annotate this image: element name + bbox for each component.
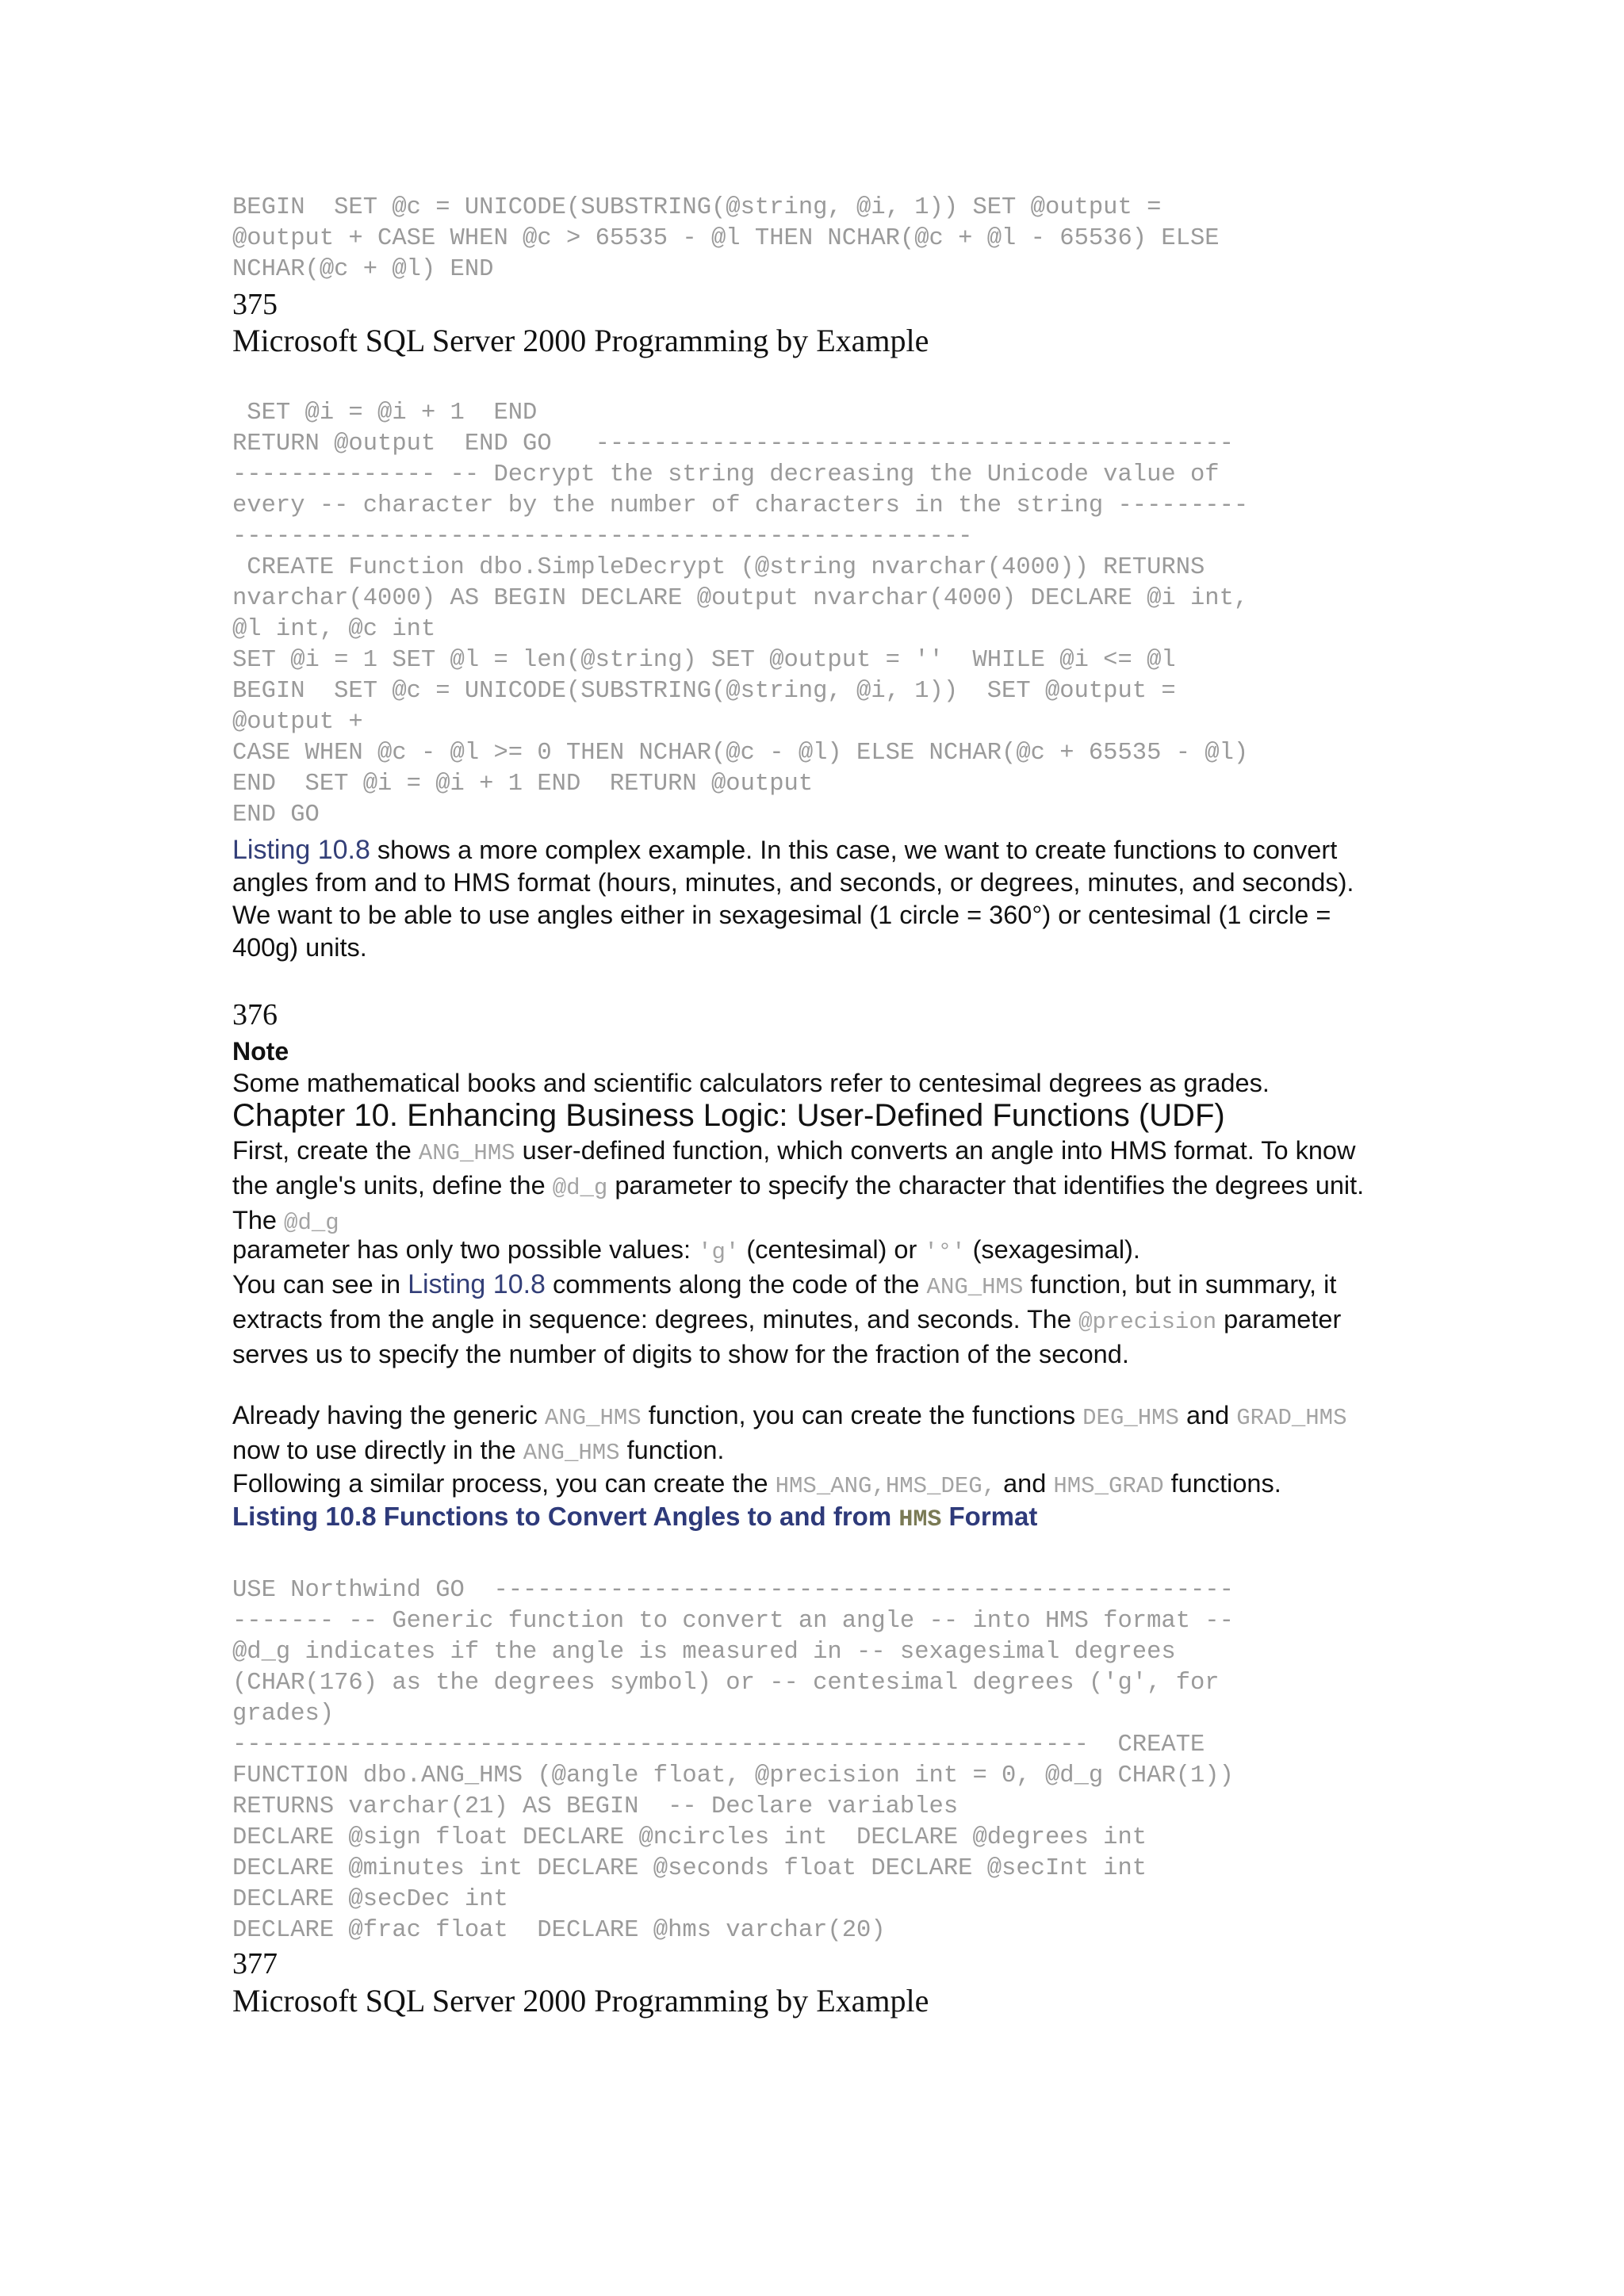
listing-link[interactable]: Listing 10.8 <box>408 1269 546 1299</box>
paragraph: Listing 10.8 shows a more complex example. In this case, we want to create functions to convert angles from and to HMS format (hours, minutes, and seconds, or degrees, minutes, and seconds). We want to be able to use angles either in sexagesimal (1 circle = 360°) or centesimal (1 circle = 400g) units. <box>232 835 1354 962</box>
code-block: BEGIN SET @c = UNICODE(SUBSTRING(@string, @i, 1)) SET @output = @output + CASE WHEN @c > 65535 - @l THEN NCHAR(@c + @l - 65536) ELSE NCHAR(@c + @l) END <box>232 194 1220 283</box>
page-number: 376 <box>232 998 278 1031</box>
paragraph: First, create the ANG_HMS user-defined function, which converts an angle into HMS format. To know the angle's units, define the @d_g parameter to specify the character that identifies the degrees unit. The @d_g <box>232 1136 1365 1236</box>
code-ref: '°' <box>924 1239 966 1265</box>
code-ref: HMS_GRAD <box>1053 1473 1164 1499</box>
chapter-title: Chapter 10. Enhancing Business Logic: User-Defined Functions (UDF) <box>232 1098 1225 1133</box>
code-ref: @precision <box>1078 1309 1217 1335</box>
paragraph: You can see in Listing 10.8 comments along the code of the ANG_HMS function, but in summary, it extracts from the angle in sequence: degrees, minutes, and seconds. The @precision parameter serves us to specify the number of digits to show for the fraction of the second. <box>232 1269 1342 1368</box>
code-ref: HMS_ANG,HMS_DEG, <box>775 1473 997 1499</box>
code-ref: ANG_HMS <box>544 1405 642 1431</box>
code-ref: ANG_HMS <box>926 1274 1024 1300</box>
code-ref: 'g' <box>698 1239 740 1265</box>
running-head: Microsoft SQL Server 2000 Programming by Example <box>232 323 929 358</box>
code-ref: DEG_HMS <box>1082 1405 1179 1431</box>
page-number: 375 <box>232 288 278 321</box>
paragraph: Following a similar process, you can create the HMS_ANG,HMS_DEG, and HMS_GRAD functions. <box>232 1469 1281 1499</box>
note-title: Note <box>232 1037 289 1066</box>
code-ref: GRAD_HMS <box>1236 1405 1347 1431</box>
code-ref: @d_g <box>284 1210 339 1236</box>
code-block: SET @i = @i + 1 END RETURN @output END GO -------------------------------------------- -------------- -- Decrypt the string decreasing the Unicode value of every -- character by the number of characters in the string --------- --------------------------------------------------- CREATE Function dbo.SimpleDecrypt (@string nvarchar(4000)) RETURNS nvarchar(4000) AS BEGIN DECLARE @output nvarchar(4000) DECLARE @i int, @l int, @c int SET @i = 1 SET @l = len(@string) SET @output = '' WHILE @i <= @l BEGIN SET @c = UNICODE(SUBSTRING(@string, @i, 1)) SET @output = @output + CASE WHEN @c - @l >= 0 THEN NCHAR(@c - @l) ELSE NCHAR(@c + 65535 - @l) END SET @i = @i + 1 END RETURN @output END GO <box>232 400 1249 828</box>
code-ref: ANG_HMS <box>418 1140 515 1166</box>
paragraph: parameter has only two possible values: 'g' (centesimal) or '°' (sexagesimal). <box>232 1235 1140 1265</box>
note-text: Some mathematical books and scientific calculators refer to centesimal degrees as grades. <box>232 1069 1270 1097</box>
code-block: USE Northwind GO --------------------------------------------------- ------- -- Generic function to convert an angle -- into HMS format -- @d_g indicates if the angle is measured in -- sexagesimal degrees (CHAR(176) as the degrees symbol) or -- centesimal degrees ('g', for grades) ----------------------------------------------------------- CREATE FUNCTION dbo.ANG_HMS (@angle float, @precision int = 0, @d_g CHAR(1)) RETURNS varchar(21) AS BEGIN -- Declare variables DECLARE @sign float DECLARE @ncircles int DECLARE @degrees int DECLARE @minutes int DECLARE @seconds float DECLARE @secInt int DECLARE @secDec int DECLARE @frac float DECLARE @hms varchar(20) <box>232 1577 1234 1944</box>
listing-title: Listing 10.8 Functions to Convert Angles to and from HMS Format <box>232 1502 1038 1533</box>
page-number: 377 <box>232 1947 278 1980</box>
running-head: Microsoft SQL Server 2000 Programming by Example <box>232 1983 929 2019</box>
code-ref: @d_g <box>552 1175 608 1201</box>
code-ref: ANG_HMS <box>523 1440 620 1466</box>
code-ref: HMS <box>898 1506 942 1533</box>
paragraph: Already having the generic ANG_HMS function, you can create the functions DEG_HMS and GRAD_HMS now to use directly in the ANG_HMS function. <box>232 1401 1347 1466</box>
listing-link[interactable]: Listing 10.8 <box>232 835 370 865</box>
